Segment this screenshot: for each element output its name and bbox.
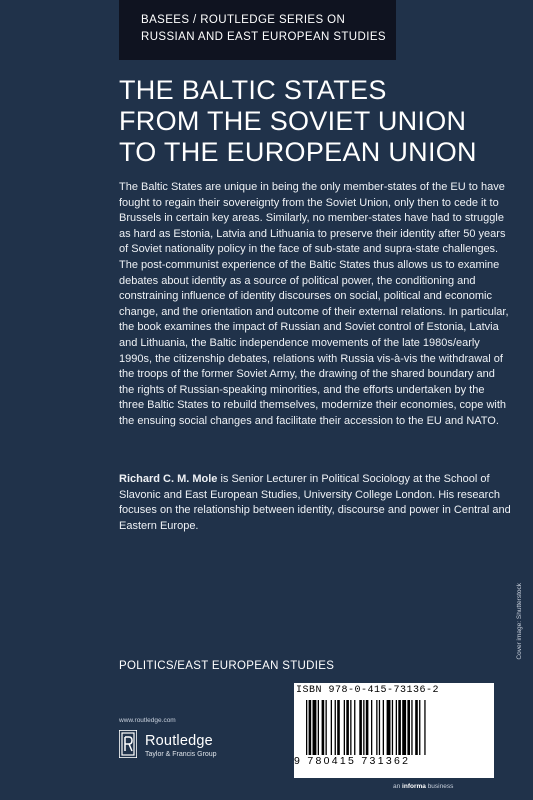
title-line-2: FROM THE SOVIET UNION — [119, 106, 467, 136]
isbn-number: ISBN 978-0-415-73136-2 — [296, 685, 440, 696]
informa-brand: informa — [402, 783, 426, 790]
barcode-digits: 9 780415 731362 — [294, 755, 411, 767]
author-bio-text: is Senior Lecturer in Political Sociology at the School of Slavonic and East European Studies, University College London. His research focuses on the relationship between identity, discourse and power in Central and Eastern Europe. — [119, 473, 511, 532]
series-line-1: BASEES / ROUTLEDGE SERIES ON — [141, 14, 346, 26]
isbn-barcode — [294, 683, 494, 778]
subject-category: POLITICS/EAST EUROPEAN STUDIES — [119, 660, 335, 672]
publisher-group: Taylor & Francis Group — [145, 751, 217, 758]
book-description: The Baltic States are unique in being the only member-states of the EU to have fought to regain their sovereignty from the Soviet Union, only then to cede it to Brussels in certain key areas. Similarly, no member-states have had to struggle as hard as Estonia, Latvia and Lithuania to preserve their identity after 50 years of Soviet nationality policy in the face of sub-state and supra-state challenges. The post-communist experience of the Baltic States thus allows us to examine debates about identity as a source of political power, the conditioning and constraining influence of identity discourses on social, political and economic change, and the orientation and outcome of their external relations. In particular, the book examines the impact of Russian and Soviet control of Estonia, Latvia and Lithuania, the Baltic independence movements of the late 1980s/early 1990s, the citizenship debates, relations with Russia vis-à-vis the withdrawal of the troops of the former Soviet Army, the drawing of the shared boundary and the rights of Russian-speaking minorities, and the efforts undertaken by the three Baltic States to rebuild themselves, modernize their economies, cope with the ensuing social changes and facilitate their accession to the EU and NATO. — [119, 181, 509, 427]
barcode-bars — [304, 700, 486, 755]
informa-suffix: business — [425, 783, 454, 790]
cover-image-credit: Cover image: Shutterstock — [516, 583, 523, 660]
author-bio — [119, 472, 511, 534]
informa-business — [393, 783, 453, 790]
routledge-logo-icon — [119, 730, 137, 758]
informa-prefix: an — [393, 783, 403, 790]
publisher-name: Routledge — [145, 733, 213, 749]
title-line-3: TO THE EUROPEAN UNION — [119, 137, 477, 167]
series-line-2: RUSSIAN AND EAST EUROPEAN STUDIES — [141, 31, 386, 43]
book-title — [119, 75, 519, 168]
publisher-website: www.routledge.com — [119, 717, 176, 724]
author-name: Richard C. M. Mole — [119, 473, 218, 485]
title-line-1: THE BALTIC STATES — [119, 75, 387, 105]
series-box — [119, 0, 396, 60]
